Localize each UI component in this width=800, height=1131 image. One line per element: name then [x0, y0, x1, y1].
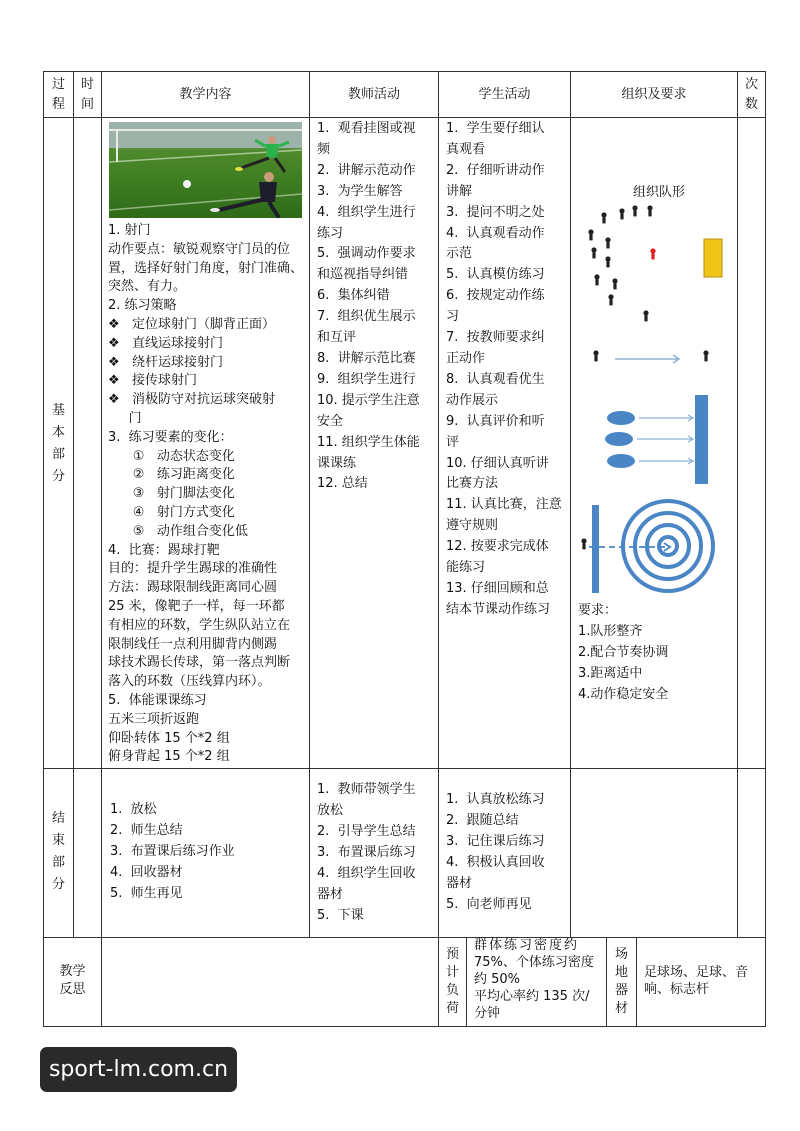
student-line: 正动作: [446, 350, 486, 366]
student-line: 6. 按规定动作练: [446, 288, 545, 304]
player-icon: [581, 538, 586, 549]
teacher-line: 5. 强调动作要求: [317, 246, 416, 262]
teacher-line: 安全: [317, 413, 344, 429]
load-line: 群体练习密度约: [474, 938, 580, 953]
content-line: 门: [108, 410, 142, 426]
col-border-4: [438, 71, 439, 1027]
closing-student-line: 1. 认真放松练习: [446, 792, 545, 807]
red-player-icon: [650, 248, 655, 259]
student-line: 能练习: [446, 560, 486, 576]
basic-stage-label: [44, 400, 73, 488]
load-label-char: 荷: [445, 1001, 459, 1016]
closing-content-line: 3. 布置课后练习作业: [110, 844, 235, 859]
student-line: 8. 认真观看优生: [446, 371, 545, 387]
closing-student-line: 4. 积极认真回收: [446, 855, 545, 870]
student-line: 11. 认真比赛，注意: [446, 497, 562, 513]
content-line: ⑤ 动作组合变化低: [108, 523, 248, 539]
player-icon: [605, 256, 610, 267]
closing-student-line: 2. 跟随总结: [446, 813, 519, 828]
soccer-shot-photo: [109, 122, 302, 218]
closing-teacher-line: 2. 引导学生总结: [317, 824, 416, 839]
student-line: 13. 仔细回顾和总: [446, 580, 549, 596]
student-line: 真观看: [446, 141, 486, 157]
venue-label-char: 器: [614, 983, 628, 998]
header-row-border: [43, 117, 766, 118]
basic-student-text: [446, 119, 569, 621]
content-line: 落入的环数（压线算内环）。: [108, 674, 271, 690]
header-time-text: 时间: [80, 76, 94, 112]
header-org: 组织及要求: [621, 86, 687, 102]
header-times-text: 次数: [744, 76, 758, 112]
content-line: 目的：提升学生踢球的准确性: [108, 561, 278, 577]
player-icon: [601, 212, 606, 223]
content-line: ③ 射门脚法变化: [108, 486, 235, 502]
load-label: [439, 946, 466, 1018]
requirement-line: 2.配合节奏协调: [578, 645, 669, 660]
closing-stage-char: 部: [51, 855, 65, 870]
load-line: 分钟: [474, 1006, 501, 1021]
closing-teacher-text: [317, 779, 437, 926]
content-line: 置，选择好射门角度，射门准确、: [108, 260, 304, 276]
player-icon: [593, 350, 598, 361]
student-line: 动作展示: [446, 392, 499, 408]
closing-student-line: 3. 记住课后练习: [446, 834, 545, 849]
teacher-line: 10. 提示学生注意: [317, 392, 420, 408]
requirement-line: 3.距离适中: [578, 666, 643, 681]
soccer-photo-illustration: [109, 122, 302, 218]
load-label-char: 计: [445, 965, 459, 980]
content-line: 限制线任一点利用脚背内侧踢: [108, 636, 278, 652]
content-line: ④ 射门方式变化: [108, 504, 235, 520]
content-line: ❖ 绕杆运球接射门: [108, 354, 224, 370]
formation-diagrams: [571, 195, 737, 605]
student-line: 10. 仔细认真听讲: [446, 455, 549, 471]
content-line: ② 练习距离变化: [108, 467, 235, 483]
closing-teacher-line: 4. 组织学生回收: [317, 866, 416, 881]
teacher-line: 练习: [317, 225, 344, 241]
player-icon: [608, 294, 613, 305]
student-line: 评: [446, 434, 460, 450]
player-icon: [605, 237, 610, 248]
basic-stage-char: 分: [51, 469, 65, 484]
col-border-6: [737, 71, 738, 938]
content-line: 2. 练习策略: [108, 298, 177, 314]
header-content: 教学内容: [179, 86, 232, 102]
content-line: ❖ 消极防守对抗运球突破射: [108, 392, 276, 408]
basic-stage-char: 基: [51, 403, 65, 418]
requirement-line: 1.队形整齐: [578, 624, 643, 639]
header-teacher: 教师活动: [347, 86, 400, 102]
student-line: 比赛方法: [446, 476, 499, 492]
content-line: 3. 练习要素的变化：: [108, 429, 233, 445]
closing-content-line: 2. 师生总结: [110, 823, 183, 838]
student-line: 4. 认真观看动作: [446, 225, 545, 241]
venue-line: 足球场、足球、音: [644, 965, 749, 980]
closing-teacher-line: 3. 布置课后练习: [317, 845, 416, 860]
org-formation-title: 组织队形: [633, 185, 686, 200]
content-line: 方法：踢球限制线距离同心圆: [108, 580, 278, 596]
teacher-line: 9. 组织学生进行: [317, 371, 416, 387]
content-line: 球技术踢长传球，第一落点判断: [108, 655, 291, 671]
col-border-1: [73, 71, 74, 938]
requirements-block: [578, 600, 736, 705]
student-line: 5. 认真模仿练习: [446, 267, 545, 283]
student-line: 2. 仔细听讲动作: [446, 162, 545, 178]
content-line: 有相应的环数，学生纵队站立在: [108, 617, 291, 633]
load-line: 约 50%: [474, 972, 521, 987]
content-line: ❖ 接传球射门: [108, 373, 198, 389]
content-line: 动作要点：敏锐观察守门员的位: [108, 241, 291, 257]
teacher-line: 7. 组织优生展示: [317, 309, 416, 325]
teacher-line: 和互评: [317, 330, 357, 346]
player-icon: [588, 229, 593, 240]
venue-line: 响、标志杆: [644, 982, 710, 997]
basic-teacher-text: [317, 119, 437, 495]
content-line: 突然、有力。: [108, 279, 187, 295]
load-line: 平均心率约 135 次/: [474, 989, 590, 1004]
player-icon: [612, 278, 617, 289]
requirement-line: 4.动作稳定安全: [578, 687, 669, 702]
disc-icon: [605, 432, 633, 446]
content-line: 五米三项折返跑: [108, 711, 200, 727]
venue-label-char: 地: [614, 965, 628, 980]
load-line: 75%、个体练习密度: [474, 955, 594, 970]
student-line: 1. 学生要仔细认: [446, 121, 545, 136]
teacher-line: 8. 讲解示范比赛: [317, 350, 416, 366]
closing-stage-char: 结: [51, 811, 65, 826]
player-icon: [632, 205, 637, 216]
content-line: 25 米，像靶子一样，每一环都: [108, 598, 285, 614]
venue-label-char: 场: [614, 947, 628, 962]
closing-student-line: 5. 向老师再见: [446, 897, 532, 912]
teacher-line: 3. 为学生解答: [317, 183, 403, 199]
teacher-line: 频: [317, 141, 331, 157]
content-line: ❖ 直线运球接射门: [108, 335, 224, 351]
col-border-2: [101, 71, 102, 1027]
basic-content-text: [108, 222, 308, 767]
footer-border-c: [636, 937, 637, 1027]
closing-content-text: [110, 799, 306, 904]
teacher-line: 2. 讲解示范动作: [317, 162, 416, 178]
col-border-3: [309, 71, 310, 938]
closing-teacher-line: 器材: [317, 887, 344, 902]
student-line: 3. 提问不明之处: [446, 204, 545, 220]
load-label-char: 预: [445, 947, 459, 962]
closing-student-line: 器材: [446, 876, 473, 891]
closing-teacher-line: 5. 下课: [317, 908, 364, 923]
rebound-wall-icon: [695, 395, 708, 484]
col-border-7: [765, 71, 766, 1027]
table-bottom-border: [43, 1026, 766, 1027]
closing-content-line: 4. 回收器材: [110, 865, 183, 880]
reflection-line: 教学: [59, 964, 86, 979]
student-line: 9. 认真评价和听: [446, 413, 545, 429]
teacher-line: 1. 观看挂图或视: [317, 121, 416, 136]
content-line: ① 动态状态变化: [108, 448, 235, 464]
reflection-line: 反思: [59, 982, 86, 997]
content-line: 仰卧转体 15 个*2 组: [108, 730, 230, 746]
header-process-text: 过程: [51, 76, 65, 112]
teacher-line: 12. 总结: [317, 476, 368, 492]
closing-stage-char: 分: [51, 877, 65, 892]
restriction-line-icon: [592, 505, 599, 593]
closing-teacher-line: 放松: [317, 803, 344, 818]
closing-teacher-line: 1. 教师带领学生: [317, 782, 416, 797]
header-time: [74, 72, 101, 117]
disc-icon: [607, 454, 635, 468]
student-line: 7. 按教师要求纠: [446, 330, 545, 346]
venue-text: [644, 964, 764, 998]
player-icon: [619, 208, 624, 219]
content-line: 俯身背起 15 个*2 组: [108, 749, 230, 765]
closing-student-text: [446, 789, 569, 915]
footer-border-a: [466, 937, 467, 1027]
player-icon: [643, 310, 648, 321]
teacher-line: 11. 组织学生体能: [317, 434, 420, 450]
reflection-label: [44, 963, 101, 999]
venue-label-char: 材: [614, 1001, 628, 1016]
content-line: 4. 比赛：踢球打靶: [108, 542, 220, 558]
closing-stage-label: [44, 808, 73, 896]
closing-stage-char: 束: [51, 833, 65, 848]
header-times: [738, 72, 765, 117]
requirements-title: 要求：: [578, 603, 618, 618]
student-line: 12. 按要求完成体: [446, 539, 549, 555]
header-student: 学生活动: [478, 86, 531, 102]
basic-row-border: [43, 768, 766, 769]
student-line: 遵守规则: [446, 518, 499, 534]
closing-content-line: 1. 放松: [110, 802, 157, 817]
site-watermark: sport-lm.com.cn: [40, 1047, 237, 1092]
student-line: 结本节课动作练习: [446, 601, 551, 617]
basic-stage-char: 部: [51, 447, 65, 462]
closing-content-line: 5. 师生再见: [110, 886, 183, 901]
load-label-char: 负: [445, 983, 459, 998]
teacher-line: 课课练: [317, 455, 357, 471]
closing-row-border: [43, 937, 766, 938]
goal-cone-icon: [704, 239, 722, 277]
content-line: ❖ 定位球射门（脚背正面）: [108, 316, 276, 332]
student-line: 讲解: [446, 183, 473, 199]
student-line: 示范: [446, 246, 473, 262]
player-icon: [703, 350, 708, 361]
teacher-line: 和巡视指导纠错: [317, 267, 409, 283]
content-line: 5. 体能课课练习: [108, 692, 207, 708]
load-text: [474, 937, 605, 1022]
player-icon: [647, 205, 652, 216]
content-line: 1. 射门: [108, 223, 151, 238]
student-line: 习: [446, 309, 460, 325]
teacher-line: 4. 组织学生进行: [317, 204, 416, 220]
teacher-line: 6. 集体纠错: [317, 288, 390, 304]
disc-icon: [607, 411, 635, 425]
header-process: [44, 72, 73, 117]
venue-label: [607, 946, 636, 1018]
basic-stage-char: 本: [51, 425, 65, 440]
player-icon: [591, 247, 596, 258]
player-icon: [594, 274, 599, 285]
